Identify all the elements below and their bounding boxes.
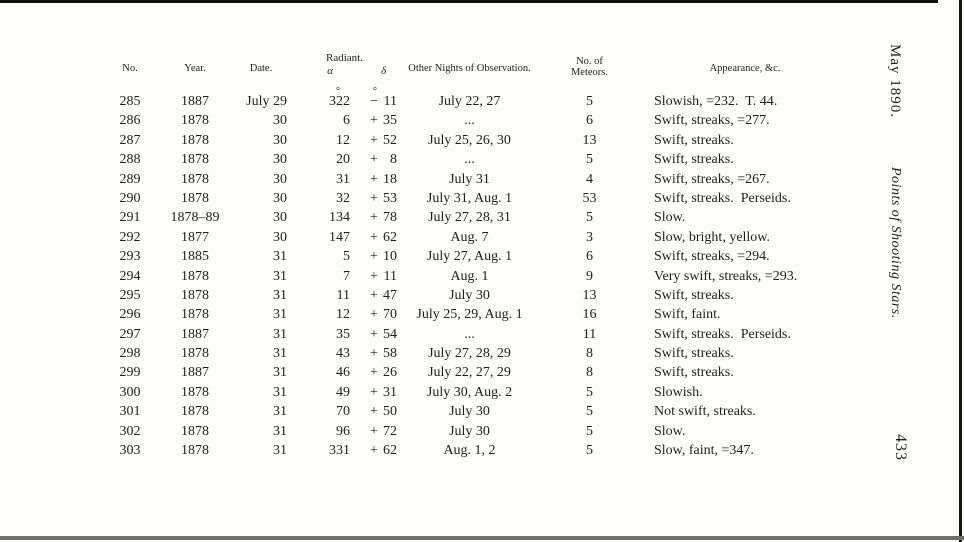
table-row — [100, 325, 862, 344]
cell-no: 288 — [119, 152, 141, 168]
cell-delta-sign: − — [370, 94, 378, 109]
cell-other-nights: July 27, 28, 29 — [428, 346, 511, 362]
cell-other-nights: July 22, 27, 29 — [428, 365, 511, 381]
degree-symbol: ° — [336, 86, 340, 97]
cell-radiant-alpha — [292, 189, 355, 208]
cell-radiant-delta — [370, 383, 397, 402]
cell-radiant-alpha — [292, 383, 355, 402]
cell-date: 31 — [273, 443, 287, 459]
cell-radiant-alpha-value: 35 — [336, 326, 350, 342]
cell-date: 31 — [273, 307, 287, 323]
cell-no-of-meteors: 5 — [586, 152, 593, 168]
cell-date: 30 — [273, 152, 287, 168]
cell-radiant-delta — [370, 325, 397, 344]
column-header-year: Year. — [184, 63, 206, 74]
cell-delta-value: 18 — [383, 171, 397, 187]
cell-delta-sign: + — [370, 365, 378, 381]
cell-radiant-delta — [370, 208, 397, 227]
cell-appearance: Swift, streaks. — [654, 287, 734, 303]
cell-no-of-meteors: 53 — [582, 190, 597, 206]
cell-other-nights: July 27, 28, 31 — [428, 210, 511, 226]
cell-delta-value: 70 — [383, 307, 397, 323]
cell-other-nights: Aug. 7 — [450, 229, 489, 245]
cell-delta-value: 35 — [383, 113, 397, 129]
bottom-edge-bar — [0, 536, 964, 540]
cell-no: 299 — [119, 365, 141, 381]
cell-year: 1878 — [181, 307, 209, 323]
cell-delta-sign: + — [370, 229, 378, 245]
cell-no-of-meteors: 13 — [582, 287, 597, 303]
cell-no: 302 — [119, 423, 141, 439]
cell-date: 31 — [273, 326, 287, 342]
cell-appearance: Slow, bright, yellow. — [654, 229, 771, 245]
cell-radiant-alpha — [292, 208, 355, 227]
column-header-no-of-meteors-line2: Meteors. — [570, 67, 609, 78]
cell-other-nights: July 25, 29, Aug. 1 — [416, 307, 523, 323]
cell-delta-sign: + — [370, 384, 378, 400]
cell-appearance: Swift, faint. — [654, 307, 721, 323]
cell-no: 301 — [119, 404, 141, 420]
cell-radiant-delta — [370, 286, 397, 305]
cell-other-nights: July 31, Aug. 1 — [426, 190, 513, 206]
cell-date: 31 — [273, 404, 287, 420]
cell-delta-sign: + — [370, 346, 378, 362]
cell-delta-sign: + — [370, 249, 378, 265]
table-row — [100, 247, 862, 266]
cell-no-of-meteors: 5 — [586, 384, 593, 400]
cell-radiant-delta — [370, 170, 397, 189]
cell-radiant-alpha-value: 134 — [329, 210, 350, 226]
cell-year: 1887 — [181, 365, 209, 381]
cell-no-of-meteors: 16 — [582, 307, 597, 323]
cell-no-of-meteors: 3 — [586, 229, 593, 245]
cell-radiant-alpha-value: 43 — [336, 346, 350, 362]
cell-radiant-delta — [370, 344, 397, 363]
cell-no: 287 — [119, 132, 141, 148]
cell-date: 31 — [273, 423, 287, 439]
cell-no-of-meteors: 8 — [586, 365, 593, 381]
top-edge-bar — [0, 0, 938, 3]
cell-year: 1878 — [181, 190, 209, 206]
cell-delta-value: 31 — [383, 384, 397, 400]
cell-delta-sign: + — [370, 443, 378, 459]
right-edge-line — [959, 0, 962, 542]
cell-no: 285 — [119, 94, 141, 109]
table-row — [100, 383, 862, 402]
cell-radiant-delta — [370, 131, 397, 150]
column-header-no: No. — [122, 63, 138, 74]
cell-radiant-alpha — [292, 170, 355, 189]
table-rows — [100, 86, 862, 460]
running-head-title: Points of Shooting Stars. — [888, 167, 903, 319]
cell-other-nights: July 30 — [449, 423, 490, 439]
cell-radiant-alpha — [292, 111, 355, 130]
cell-radiant-alpha-value: 70 — [336, 404, 350, 420]
cell-radiant-delta — [370, 86, 397, 111]
cell-delta-sign: + — [370, 268, 378, 284]
cell-radiant-alpha — [292, 131, 355, 150]
cell-radiant-alpha — [292, 325, 355, 344]
running-head-date: May 1890. — [887, 44, 903, 118]
cell-no-of-meteors: 13 — [582, 132, 597, 148]
cell-delta-sign: + — [370, 152, 378, 168]
cell-delta-sign: + — [370, 307, 378, 323]
cell-radiant-delta — [370, 228, 397, 247]
cell-other-nights: July 27, Aug. 1 — [426, 249, 513, 265]
cell-date: 30 — [273, 210, 287, 226]
table-row — [100, 441, 862, 460]
table-row — [100, 150, 862, 169]
cell-radiant-delta — [370, 305, 397, 324]
cell-date: 31 — [273, 346, 287, 362]
table-row — [100, 228, 862, 247]
cell-year: 1878 — [181, 404, 209, 420]
cell-delta-sign: + — [370, 113, 378, 129]
cell-radiant-alpha-value: 96 — [336, 423, 350, 439]
cell-other-nights: July 25, 26, 30 — [428, 132, 511, 148]
cell-radiant-alpha-value: 31 — [336, 171, 350, 187]
cell-date: 30 — [273, 171, 287, 187]
cell-no-of-meteors: 8 — [586, 346, 593, 362]
cell-delta-sign: + — [370, 132, 378, 148]
table-row — [100, 305, 862, 324]
cell-radiant-alpha — [292, 286, 355, 305]
cell-delta-sign: + — [370, 287, 378, 303]
cell-appearance: Slowish. — [654, 384, 703, 400]
table-row — [100, 111, 862, 130]
cell-year: 1878 — [181, 443, 209, 459]
cell-radiant-alpha-value: 20 — [336, 152, 350, 168]
cell-radiant-alpha-value: 11 — [336, 287, 350, 303]
cell-no-of-meteors: 11 — [582, 326, 597, 342]
cell-year: 1887 — [181, 94, 209, 109]
degree-symbol: ° — [373, 86, 377, 97]
cell-other-nights: Aug. 1, 2 — [443, 443, 496, 459]
cell-no-of-meteors: 4 — [586, 171, 593, 187]
cell-delta-value: 54 — [383, 326, 397, 342]
cell-no-of-meteors: 9 — [586, 268, 593, 284]
cell-delta-sign: + — [370, 404, 378, 420]
cell-delta-value: 47 — [383, 287, 397, 303]
cell-radiant-delta — [370, 150, 397, 169]
cell-radiant-delta — [370, 441, 397, 460]
cell-radiant-alpha-value: 6 — [343, 113, 350, 129]
cell-year: 1878 — [181, 152, 209, 168]
cell-year: 1878 — [181, 423, 209, 439]
cell-date: 31 — [273, 249, 287, 265]
cell-radiant-alpha — [292, 305, 355, 324]
cell-other-nights: July 30, Aug. 2 — [426, 384, 513, 400]
cell-radiant-alpha — [292, 228, 355, 247]
cell-radiant-delta — [370, 363, 397, 382]
cell-appearance: Swift, streaks, =277. — [654, 113, 770, 129]
cell-radiant-alpha-value: 46 — [336, 365, 350, 381]
cell-year: 1887 — [181, 326, 209, 342]
cell-radiant-alpha — [292, 267, 355, 286]
cell-delta-value: 58 — [383, 346, 397, 362]
cell-no: 289 — [119, 171, 141, 187]
cell-delta-value: 11 — [383, 268, 397, 284]
cell-radiant-alpha-value: 12 — [336, 307, 350, 323]
cell-other-nights: July 30 — [449, 404, 490, 420]
cell-appearance: Swift, streaks. — [654, 152, 734, 168]
cell-radiant-delta — [370, 402, 397, 421]
column-header-no-of-meteors-line1: No. of — [576, 56, 603, 67]
column-header-date: Date. — [249, 63, 273, 74]
cell-no-of-meteors: 5 — [586, 94, 593, 109]
cell-other-nights: July 31 — [449, 171, 490, 187]
cell-appearance: Swift, streaks, =294. — [654, 249, 770, 265]
cell-delta-value: 50 — [383, 404, 397, 420]
cell-delta-sign: + — [370, 326, 378, 342]
cell-delta-value: 72 — [383, 423, 397, 439]
cell-radiant-alpha-value: 32 — [336, 190, 350, 206]
table-row — [100, 286, 862, 305]
column-header-alpha: α — [327, 65, 333, 77]
cell-delta-value: 78 — [383, 210, 397, 226]
cell-delta-value: 53 — [383, 190, 397, 206]
cell-no: 290 — [119, 190, 141, 206]
cell-date: July 29 — [246, 94, 287, 109]
cell-year: 1878 — [181, 346, 209, 362]
cell-other-nights: ... — [464, 326, 475, 342]
cell-other-nights: Aug. 1 — [450, 268, 489, 284]
cell-other-nights: July 22, 27 — [438, 94, 501, 109]
cell-appearance: Very swift, streaks, =293. — [654, 268, 798, 284]
cell-radiant-alpha — [292, 344, 355, 363]
cell-no-of-meteors: 6 — [586, 249, 593, 265]
cell-appearance: Swift, streaks, =267. — [654, 171, 770, 187]
cell-date: 31 — [273, 384, 287, 400]
cell-no: 286 — [119, 113, 141, 129]
column-header-other-nights: Other Nights of Observation. — [408, 63, 531, 74]
cell-date: 30 — [273, 229, 287, 245]
cell-year: 1885 — [181, 249, 209, 265]
cell-other-nights: ... — [464, 152, 475, 168]
cell-date: 31 — [273, 268, 287, 284]
cell-date: 30 — [273, 113, 287, 129]
cell-radiant-alpha-value: 12 — [336, 132, 350, 148]
cell-appearance: Swift, streaks. Perseids. — [654, 326, 791, 342]
cell-no-of-meteors: 5 — [586, 423, 593, 439]
cell-year: 1878 — [181, 268, 209, 284]
cell-no: 295 — [119, 287, 141, 303]
cell-year: 1878 — [181, 171, 209, 187]
cell-no: 292 — [119, 229, 141, 245]
cell-other-nights: July 30 — [449, 287, 490, 303]
cell-radiant-delta — [370, 422, 397, 441]
cell-radiant-alpha — [292, 363, 355, 382]
cell-delta-value: 10 — [383, 249, 397, 265]
cell-date: 30 — [273, 132, 287, 148]
cell-radiant-alpha — [292, 86, 355, 111]
cell-appearance: Swift, streaks. — [654, 346, 734, 362]
cell-radiant-delta — [370, 189, 397, 208]
cell-radiant-delta — [370, 267, 397, 286]
cell-delta-value: 62 — [383, 443, 397, 459]
cell-appearance: Swift, streaks. — [654, 132, 734, 148]
cell-delta-sign: + — [370, 210, 378, 226]
cell-appearance: Slowish, =232. T. 44. — [654, 94, 778, 109]
cell-delta-value: 26 — [383, 365, 397, 381]
cell-delta-value: 52 — [383, 132, 397, 148]
table-row — [100, 189, 862, 208]
cell-no: 298 — [119, 346, 141, 362]
cell-radiant-alpha-value: 5 — [343, 249, 350, 265]
table-row — [100, 131, 862, 150]
cell-radiant-alpha — [292, 247, 355, 266]
cell-year: 1878 — [181, 384, 209, 400]
cell-radiant-alpha — [292, 150, 355, 169]
column-header-appearance: Appearance, &c. — [709, 63, 781, 74]
cell-appearance: Swift, streaks. — [654, 365, 734, 381]
column-header-radiant: Radiant. — [326, 52, 363, 64]
table-row — [100, 208, 862, 227]
cell-delta-sign: + — [370, 423, 378, 439]
cell-appearance: Swift, streaks. Perseids. — [654, 190, 791, 206]
cell-delta-value: 11 — [383, 94, 397, 109]
table-row — [100, 267, 862, 286]
cell-date: 30 — [273, 190, 287, 206]
cell-no-of-meteors: 6 — [586, 113, 593, 129]
cell-no-of-meteors: 5 — [586, 443, 593, 459]
table-row — [100, 422, 862, 441]
cell-date: 31 — [273, 365, 287, 381]
cell-radiant-delta — [370, 111, 397, 130]
cell-no: 300 — [119, 384, 141, 400]
cell-radiant-alpha — [292, 402, 355, 421]
cell-no: 291 — [119, 210, 141, 226]
cell-radiant-alpha-value: 322 — [329, 94, 350, 109]
page-number: 433 — [892, 434, 909, 461]
cell-no: 303 — [119, 443, 141, 459]
cell-year: 1878 — [181, 113, 209, 129]
cell-no: 296 — [119, 307, 141, 323]
cell-appearance: Slow. — [654, 210, 686, 226]
column-header-no-of-meteors — [532, 56, 647, 78]
table-row — [100, 402, 862, 421]
cell-radiant-delta — [370, 247, 397, 266]
cell-year: 1878 — [181, 287, 209, 303]
cell-radiant-alpha — [292, 422, 355, 441]
cell-delta-sign: + — [370, 190, 378, 206]
cell-appearance: Not swift, streaks. — [654, 404, 756, 420]
column-header-delta: δ — [380, 65, 387, 77]
cell-delta-value: 8 — [390, 152, 397, 168]
cell-delta-sign: + — [370, 171, 378, 187]
cell-year: 1877 — [181, 229, 209, 245]
table-row — [100, 170, 862, 189]
cell-other-nights: ... — [464, 113, 475, 129]
table-row — [100, 344, 862, 363]
cell-radiant-alpha-value: 7 — [343, 268, 350, 284]
cell-year: 1878–89 — [170, 210, 220, 226]
cell-delta-value: 62 — [383, 229, 397, 245]
cell-appearance: Slow, faint, =347. — [654, 443, 754, 459]
table-row — [100, 363, 862, 382]
cell-no: 297 — [119, 326, 141, 342]
cell-no-of-meteors: 5 — [586, 404, 593, 420]
cell-no: 293 — [119, 249, 141, 265]
cell-radiant-alpha-value: 331 — [329, 443, 350, 459]
cell-date: 31 — [273, 287, 287, 303]
cell-radiant-alpha-value: 147 — [329, 229, 350, 245]
cell-radiant-alpha-value: 49 — [336, 384, 350, 400]
table-row — [100, 86, 862, 111]
cell-year: 1878 — [181, 132, 209, 148]
cell-no-of-meteors: 5 — [586, 210, 593, 226]
cell-radiant-alpha — [292, 441, 355, 460]
cell-appearance: Slow. — [654, 423, 686, 439]
cell-no: 294 — [119, 268, 141, 284]
